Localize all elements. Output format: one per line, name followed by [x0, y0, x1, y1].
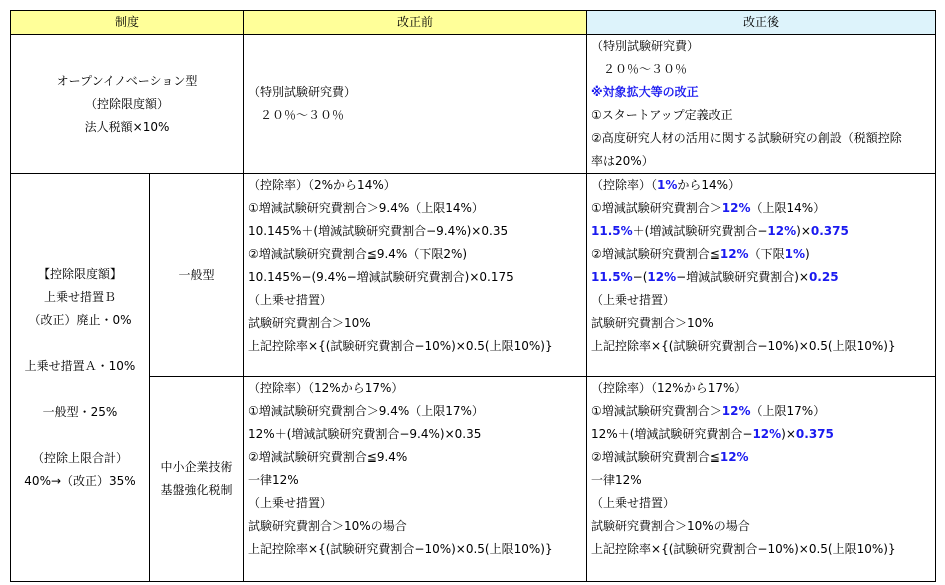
text-line: 試験研究費割合＞10%	[248, 316, 371, 330]
text-line: ②増減試験研究費割合≦9.4%	[248, 450, 408, 464]
text-line	[591, 446, 931, 469]
text-line	[591, 400, 931, 423]
text-segment: ２０％～３０％	[591, 62, 688, 76]
tax-comparison-table	[10, 10, 936, 582]
plain-lines	[248, 377, 582, 561]
text-line: 上記控除率×{(試験研究費割合−10%)×0.5(上限10%)}	[248, 339, 553, 353]
general-type-label: 一般型	[150, 174, 244, 377]
label-line: オープンイノベーション型	[56, 73, 198, 88]
deduction-limit-line: 上乗せ措置Ｂ	[43, 289, 116, 304]
text-segment: ①増減試験研究費割合＞	[591, 404, 722, 418]
text-line	[591, 423, 931, 446]
text-line: 10.145%−(9.4%−増減試験研究費割合)×0.175	[248, 270, 514, 284]
text-segment: −(	[632, 270, 648, 284]
emphasis-text: ※対象拡大等の改正	[591, 85, 699, 99]
emphasis-text: 11.5%	[591, 224, 633, 238]
row-general	[11, 174, 936, 377]
text-line	[591, 127, 931, 150]
text-segment: ②増減試験研究費割合≦	[591, 450, 720, 464]
sme-label	[150, 377, 244, 582]
emphasis-text: 1%	[784, 247, 805, 261]
text-segment: （上乗せ措置）	[591, 496, 676, 510]
text-segment: 一律12%	[591, 473, 642, 487]
text-line: 上記控除率×{(試験研究費割合−10%)×0.5(上限10%)}	[248, 542, 553, 556]
emphasis-text: 0.375	[810, 224, 849, 238]
header-system: 制度	[11, 11, 244, 35]
deduction-limit-cell	[11, 174, 150, 582]
text-segment: 上記控除率×{(試験研究費割合−10%)×0.5(上限10%)}	[591, 339, 896, 353]
header-after: 改正後	[587, 11, 936, 35]
text-line	[591, 35, 931, 58]
text-line	[591, 197, 931, 220]
text-segment: )	[804, 247, 810, 261]
open-innovation-before	[244, 35, 587, 174]
open-innovation-label	[11, 35, 244, 174]
text-segment: 率は20%）	[591, 154, 654, 168]
text-segment: （上限17%）	[750, 404, 826, 418]
text-segment: ①スタートアップ定義改正	[591, 108, 733, 122]
deduction-limit-line	[15, 424, 145, 447]
text-line	[591, 515, 931, 538]
text-segment: 上記控除率×{(試験研究費割合−10%)×0.5(上限10%)}	[591, 542, 896, 556]
deduction-limit-line: 上乗せ措置Ａ・10%	[24, 358, 136, 373]
emphasis-text: 12%	[647, 270, 677, 284]
text-line: 10.145%＋(増減試験研究費割合−9.4%)×0.35	[248, 224, 509, 238]
text-line: ②増減試験研究費割合≦9.4%（下限2%)	[248, 247, 468, 261]
text-segment: 試験研究費割合＞10%	[591, 316, 714, 330]
text-line	[591, 150, 931, 173]
text-segment: ＋(増減試験研究費割合−	[632, 224, 768, 238]
text-segment: （控除率）（	[591, 178, 658, 192]
text-line	[591, 243, 931, 266]
deduction-limit-line	[15, 378, 145, 401]
text-segment: −増減試験研究費割合)×	[676, 270, 809, 284]
text-line: （上乗せ措置）	[248, 496, 333, 510]
text-line: 試験研究費割合＞10%の場合	[248, 519, 407, 533]
text-segment: ①増減試験研究費割合＞	[591, 201, 722, 215]
text-segment: )×	[796, 224, 811, 238]
text-line	[591, 469, 931, 492]
text-line: （上乗せ措置）	[248, 293, 333, 307]
emphasis-text: 12%	[721, 201, 751, 215]
deduction-limit-line: 一般型・25%	[42, 404, 118, 419]
emphasis-text: 1%	[657, 178, 678, 192]
text-line: ①増減試験研究費割合＞9.4%（上限17%）	[248, 404, 484, 418]
plain-lines	[248, 174, 582, 358]
text-line	[591, 538, 931, 561]
text-line: （控除率）（2%から14%）	[248, 178, 396, 192]
text-line	[591, 289, 931, 312]
text-line	[591, 81, 931, 104]
open-innovation-after	[587, 35, 936, 174]
rich-lines	[591, 174, 931, 358]
text-segment: 12%＋(増減試験研究費割合−	[591, 427, 753, 441]
text-line	[591, 220, 931, 243]
deduction-limit-line: 【控除限度額】	[37, 266, 122, 281]
text-segment: （下限	[748, 247, 785, 261]
text-line: ２０％～３０％	[248, 108, 345, 122]
deduction-limit-line: （控除上限合計）	[31, 450, 128, 465]
rich-lines	[591, 35, 931, 173]
header-before: 改正前	[244, 11, 587, 35]
text-line	[591, 266, 931, 289]
text-line	[591, 492, 931, 515]
emphasis-text: 12%	[752, 427, 782, 441]
sme-after	[587, 377, 936, 582]
row-sme	[11, 377, 936, 582]
label-line: 基盤強化税制	[160, 483, 233, 497]
deduction-limit-lines	[15, 263, 145, 493]
text-segment: から14%）	[677, 178, 741, 192]
rich-lines	[591, 377, 931, 561]
text-segment: ②高度研究人材の活用に関する試験研究の創設（税額控除	[591, 131, 902, 145]
header-row	[11, 11, 936, 35]
emphasis-text: 11.5%	[591, 270, 633, 284]
deduction-limit-line: （改正）廃止・0%	[28, 312, 132, 327]
text-segment: )×	[781, 427, 796, 441]
emphasis-text: 12%	[719, 450, 749, 464]
text-line	[591, 312, 931, 335]
emphasis-text: 12%	[719, 247, 749, 261]
text-line: （特別試験研究費）	[248, 85, 357, 99]
text-line	[591, 104, 931, 127]
general-before	[244, 174, 587, 377]
text-line: ①増減試験研究費割合＞9.4%（上限14%）	[248, 201, 484, 215]
text-line: 12%＋(増減試験研究費割合−9.4%)×0.35	[248, 427, 482, 441]
emphasis-text: 12%	[767, 224, 797, 238]
label-line: 中小企業技術	[160, 460, 233, 474]
label-line: （控除限度額）	[85, 96, 170, 111]
emphasis-text: 0.25	[808, 270, 839, 284]
text-line	[591, 174, 931, 197]
text-line: 一律12%	[248, 473, 299, 487]
text-segment: 試験研究費割合＞10%の場合	[591, 519, 750, 533]
text-line: （控除率）（12%から17%）	[248, 381, 404, 395]
sme-before	[244, 377, 587, 582]
text-segment: （特別試験研究費）	[591, 39, 700, 53]
text-line	[591, 335, 931, 358]
text-line	[591, 58, 931, 81]
text-segment: （上乗せ措置）	[591, 293, 676, 307]
emphasis-text: 0.375	[795, 427, 834, 441]
emphasis-text: 12%	[721, 404, 751, 418]
text-line	[591, 377, 931, 400]
text-segment: ②増減試験研究費割合≦	[591, 247, 720, 261]
row-open-innovation	[11, 35, 936, 174]
label-line: 法人税額×10%	[84, 119, 170, 134]
text-segment: （控除率）（12%から17%）	[591, 381, 747, 395]
deduction-limit-line: 40%→（改正）35%	[24, 473, 136, 488]
deduction-limit-line	[15, 332, 145, 355]
general-after	[587, 174, 936, 377]
text-segment: （上限14%）	[750, 201, 826, 215]
